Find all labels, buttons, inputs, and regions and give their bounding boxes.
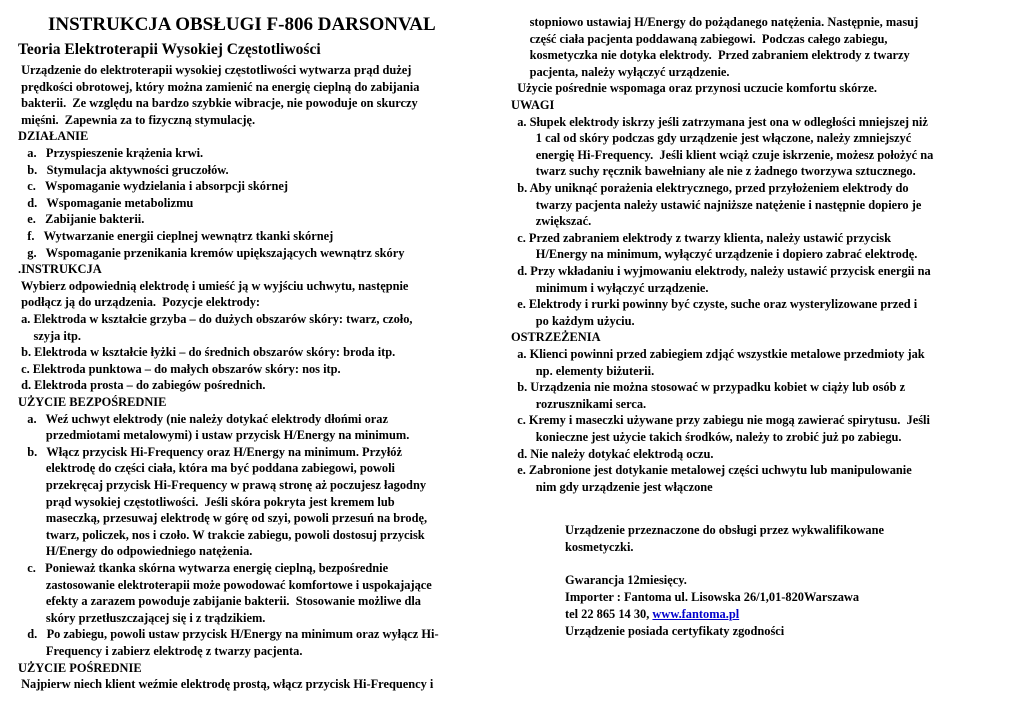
text-line: elektrodę do części ciała, która ma być poddana zabiegowi, powoli	[18, 461, 395, 476]
text-line: 1 cal od skóry podczas gdy urządzenie jest włączone, należy zmniejszyć	[511, 131, 912, 146]
text-line: twarzy pacjenta należy ustawić najniższe natężenie i następnie dopiero je	[511, 197, 922, 212]
text-line: c. Elektroda punktowa – do małych obszarów skóry: nos itp.	[18, 361, 341, 376]
text-line: efekty a zarazem powoduje zabijanie bakterii. Stosowanie możliwe dla	[18, 594, 421, 609]
text-line: stopniowo ustawiaj H/Energy do pożądanego natężenia. Następnie, masuj	[511, 15, 919, 29]
text-line: UŻYCIE BEZPOŚREDNIE	[18, 395, 167, 409]
text-line: kosmetyczka nie dotyka elektrody. Przed zabraniem elektrody z twarzy	[511, 48, 910, 63]
footer-certificates: Urządzenie posiada certyfikaty zgodności	[565, 624, 785, 638]
text-line: Urządzenie do elektroterapii wysokiej częstotliwości wytwarza prąd dużej	[18, 63, 412, 77]
text-line: zwiększać.	[511, 214, 592, 229]
text-line: H/Energy na minimum, wyłączyć urządzenie i dopiero zabrać elektrodę.	[511, 247, 918, 262]
text-line: prędkości obrotowej, który można zamienić na energię cieplną do zabijania	[18, 79, 420, 94]
text-line: H/Energy do odpowiedniego natężenia.	[18, 544, 253, 559]
page-title: INSTRUKCJA OBSŁUGI F-806 DARSONVAL	[48, 14, 436, 35]
text-line: DZIAŁANIE	[18, 129, 89, 144]
text-line: szyja itp.	[18, 328, 81, 343]
text-line: b. Stymulacja aktywności gruczołów.	[18, 162, 229, 177]
text-line: c. Kremy i maseczki używane przy zabiegu nie mogą zawierać spirytusu. Jeśli	[511, 413, 930, 428]
text-line: d. Nie należy dotykać elektrodą oczu.	[511, 446, 714, 461]
text-line: nim gdy urządzenie jest włączone	[511, 479, 713, 494]
footer-intro-line-1: Urządzenie przeznaczone do obsługi przez wykwalifikowane	[565, 523, 885, 537]
text-line: c. Ponieważ tkanka skórna wytwarza energię cieplną, bezpośrednie	[18, 561, 389, 575]
text-line: b. Włącz przycisk Hi-Frequency oraz H/Energy na minimum. Przyłóż	[18, 444, 402, 459]
footer-contact	[565, 606, 739, 623]
text-line: energię Hi-Frequency. Jeśli klient wciąż czuje iskrzenie, możesz położyć na	[511, 147, 934, 162]
text-line: d. Elektroda prosta – do zabiegów pośrednich.	[18, 378, 266, 393]
text-line: bakterii. Ze względu na bardzo szybkie wibracje, nie powoduje on skurczy	[18, 96, 418, 111]
text-line: po każdym użyciu.	[511, 313, 635, 328]
text-line: a. Elektroda w kształcie grzyba – do dużych obszarów skóry: twarz, czoło,	[18, 312, 413, 326]
text-line: b. Urządzenia nie można stosować w przypadku kobiet w ciąży lub osób z	[511, 380, 906, 395]
text-line: g. Wspomaganie przenikania kremów upiększających wewnątrz skóry	[18, 245, 405, 260]
text-line: część ciała pacjenta poddawaną zabiegowi. Podczas całego zabiegu,	[511, 31, 888, 46]
text-line: OSTRZEŻENIA	[511, 330, 601, 345]
text-line: e. Zabronione jest dotykanie metalowej części uchwytu lub manipulowanie	[511, 463, 912, 478]
text-line: d. Po zabiegu, powoli ustaw przycisk H/Energy na minimum oraz wyłącz Hi-	[18, 627, 439, 642]
text-line: przedmiotami metalowymi) i ustaw przycisk H/Energy na minimum.	[18, 428, 410, 443]
text-line: d. Przy wkładaniu i wyjmowaniu elektrody, należy ustawić przycisk energii na	[511, 264, 931, 278]
text-line: zastosowanie elektroterapii może powodować komfortowe i uspokajające	[18, 577, 432, 592]
text-line: minimum i wyłączyć urządzenie.	[511, 280, 709, 295]
text-line: b. Elektroda w kształcie łyżki – do średnich obszarów skóry: broda itp.	[18, 345, 396, 360]
text-line: c. Wspomaganie wydzielania i absorpcji skórnej	[18, 179, 288, 194]
text-line: skóry przetłuszczającej się i z trądzikiem.	[18, 610, 266, 625]
text-line: b. Aby uniknąć porażenia elektrycznego, przed przyłożeniem elektrody do	[511, 181, 909, 195]
text-line: f. Wytwarzanie energii cieplnej wewnątrz tkanki skórnej	[18, 229, 334, 243]
text-line: maseczką, przesuwaj elektrodę w górę od szyi, powoli przesuń na brodę,	[18, 511, 428, 526]
text-line: Wybierz odpowiednią elektrodę i umieść ją w wyjściu uchwytu, następnie	[18, 278, 409, 293]
footer-intro-line-2: kosmetyczki.	[565, 540, 634, 554]
text-line: mięśni. Zapewnia za to fizyczną stymulację.	[18, 112, 256, 127]
text-line: Najpierw niech klient weźmie elektrodę prostą, włącz przycisk Hi-Frequency i	[18, 677, 434, 692]
text-line: UŻYCIE POŚREDNIE	[18, 660, 142, 675]
text-line: e. Zabijanie bakterii.	[18, 212, 145, 227]
text-line: .INSTRUKCJA	[18, 262, 102, 277]
text-line: a. Przyspieszenie krążenia krwi.	[18, 146, 204, 160]
text-line: prąd wysokiej częstotliwości. Jeśli skóra pokryta jest kremem lub	[18, 494, 395, 509]
text-line: Frequency i zabierz elektrodę z twarzy pacjenta.	[18, 644, 303, 658]
footer-tel: tel 22 865 14 30,	[565, 607, 653, 621]
text-line: d. Wspomaganie metabolizmu	[18, 195, 194, 210]
text-line: a. Weź uchwyt elektrody (nie należy dotykać elektrody dłońmi oraz	[18, 411, 388, 426]
text-line: a. Słupek elektrody iskrzy jeśli zatrzymana jest ona w odległości mniejszej niż	[511, 114, 928, 129]
text-line: Użycie pośrednie wspomaga oraz przynosi uczucie komfortu skórze.	[511, 81, 877, 96]
text-line: przekręcaj przycisk Hi-Frequency w prawą stronę aż poczujesz łagodny	[18, 478, 427, 492]
text-line: c. Przed zabraniem elektrody z twarzy klienta, należy ustawić przycisk	[511, 230, 892, 245]
text-line: np. elementy biżuterii.	[511, 363, 655, 378]
page-subtitle: Teoria Elektroterapii Wysokiej Częstotliwości	[18, 41, 321, 58]
text-line: rozrusznikami serca.	[511, 396, 647, 411]
footer-importer: Importer : Fantoma ul. Lisowska 26/1,01-820Warszawa	[565, 590, 860, 604]
footer-warranty: Gwarancja 12miesięcy.	[565, 573, 687, 587]
footer-website-link[interactable]: www.fantoma.pl	[652, 607, 740, 621]
text-line: twarz, policzek, nos i czoło. W trakcie zabiegu, powoli dostosuj przycisk	[18, 527, 425, 542]
text-line: e. Elektrody i rurki powinny być czyste, suche oraz wysterylizowane przed i	[511, 297, 918, 312]
text-line: podłącz ją do urządzenia. Pozycje elektrody:	[18, 295, 261, 310]
text-line: konieczne jest użycie takich środków, należy to zrobić już po zabiegu.	[511, 430, 902, 444]
text-line: a. Klienci powinni przed zabiegiem zdjąć wszystkie metalowe przedmioty jak	[511, 347, 925, 361]
text-line: UWAGI	[511, 98, 555, 112]
text-line: pacjenta, należy wyłączyć urządzenie.	[511, 64, 730, 79]
text-line: twarz suchy ręcznik bawełniany ale nie z żadnego tworzywa sztucznego.	[511, 164, 916, 179]
